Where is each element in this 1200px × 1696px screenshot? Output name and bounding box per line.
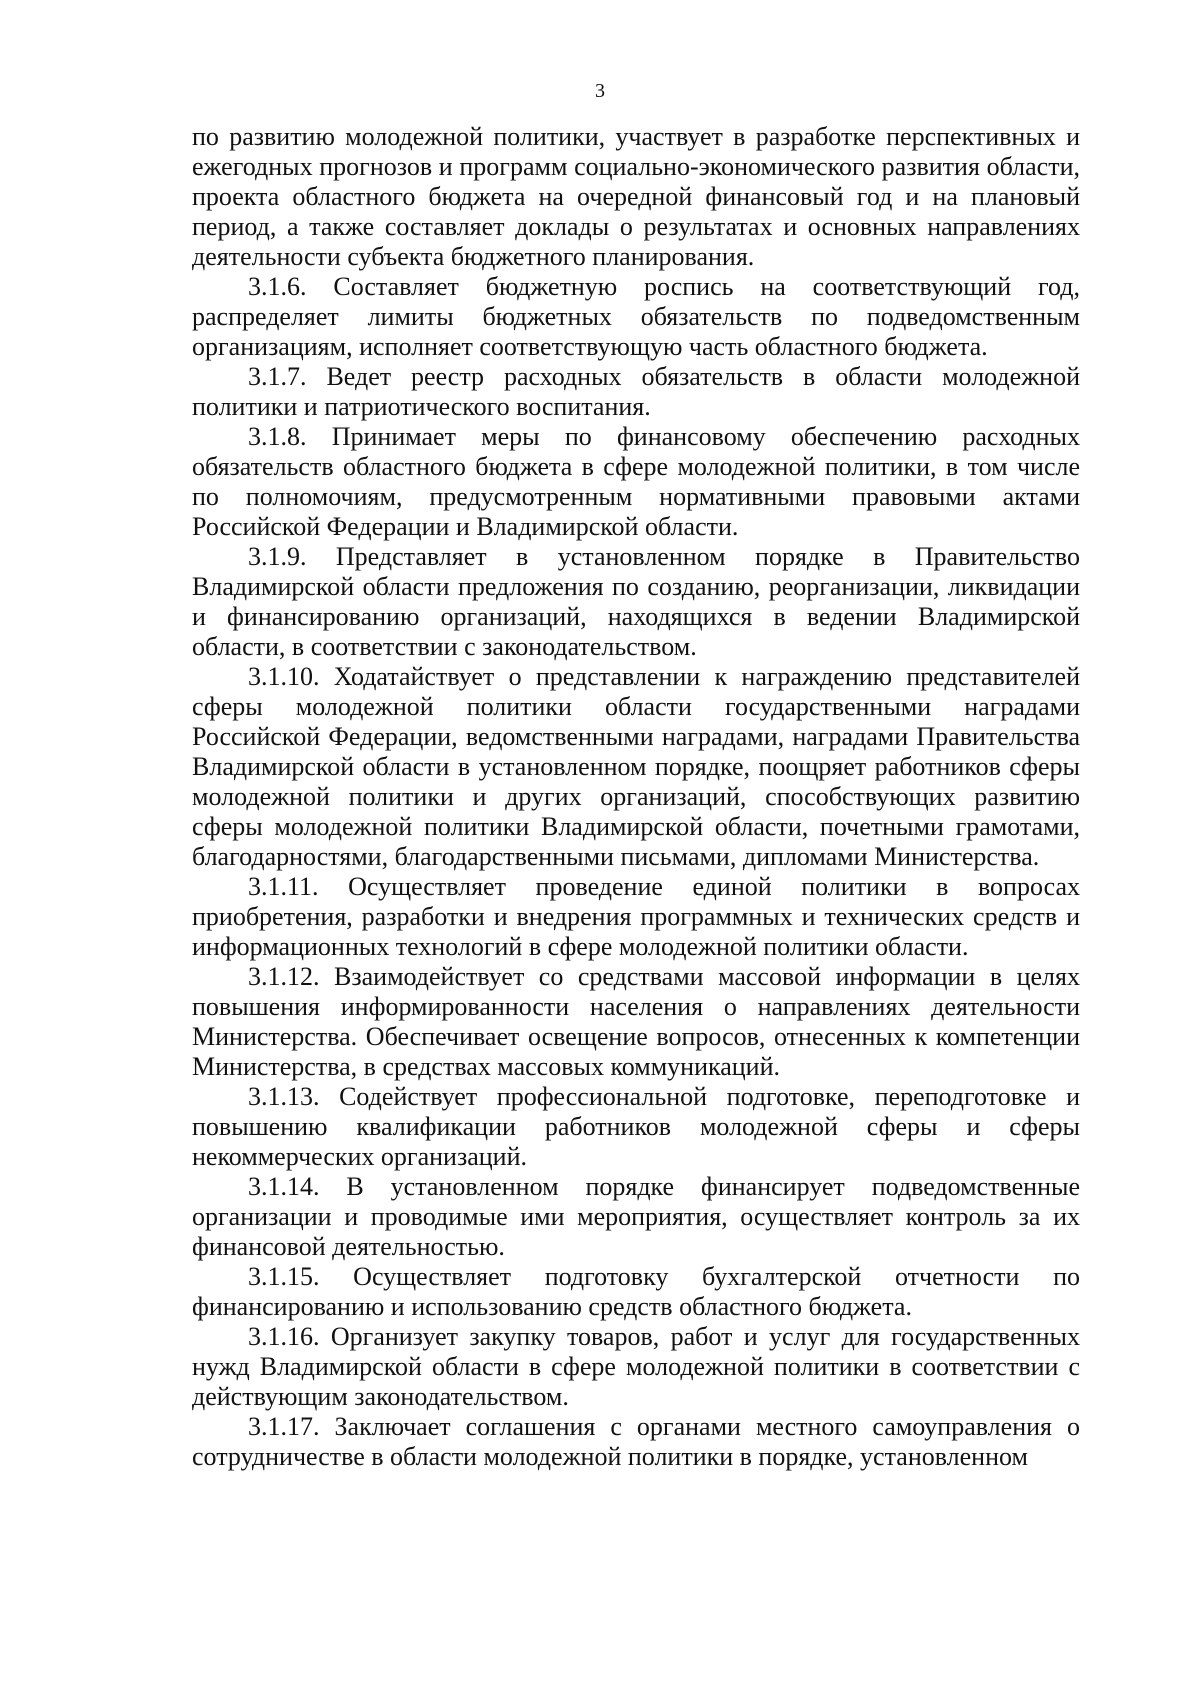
paragraph-3-1-17: 3.1.17. Заключает соглашения с органами местного самоуправления о сотрудничестве в области молодежной политики в порядке, установленном [192,1412,1080,1471]
paragraph-3-1-16: 3.1.16. Организует закупку товаров, работ и услуг для государственных нужд Владимирской области в сфере молодежной политики в соответствии с действующим законодательством. [192,1322,1080,1411]
paragraph-continuation: по развитию молодежной политики, участвует в разработке перспективных и ежегодных прогнозов и программ социально-экономического развития области, проекта областного бюджета на очередной финансовый год и на плановый период, а также составляет доклады о результатах и основных направлениях деятельности субъекта бюджетного планирования. [192,122,1080,271]
paragraph-3-1-15: 3.1.15. Осуществляет подготовку бухгалтерской отчетности по финансированию и использованию средств областного бюджета. [192,1262,1080,1321]
paragraph-3-1-9: 3.1.9. Представляет в установленном порядке в Правительство Владимирской области предложения по созданию, реорганизации, ликвидации и финансированию организаций, находящихся в ведении Владимирской области, в соответствии с законодательством. [192,542,1080,661]
paragraph-3-1-6: 3.1.6. Составляет бюджетную роспись на соответствующий год, распределяет лимиты бюджетных обязательств по подведомственным организациям, исполняет соответствующую часть областного бюджета. [192,272,1080,361]
paragraph-3-1-13: 3.1.13. Содействует профессиональной подготовке, переподготовке и повышению квалификации работников молодежной сферы и сферы некоммерческих организаций. [192,1082,1080,1171]
paragraph-3-1-12: 3.1.12. Взаимодействует со средствами массовой информации в целях повышения информированности населения о направлениях деятельности Министерства. Обеспечивает освещение вопросов, отнесенных к компетенции Министерства, в средствах массовых коммуникаций. [192,962,1080,1081]
paragraph-3-1-8: 3.1.8. Принимает меры по финансовому обеспечению расходных обязательств областного бюджета в сфере молодежной политики, в том числе по полномочиям, предусмотренным нормативными правовыми актами Российской Федерации и Владимирской области. [192,422,1080,541]
paragraph-3-1-10: 3.1.10. Ходатайствует о представлении к награждению представителей сферы молодежной политики области государственными наградами Российской Федерации, ведомственными наградами, наградами Правительства Владимирской области в установленном порядке, поощряет работников сферы молодежной политики и других организаций, способствующих развитию сферы молодежной политики Владимирской области, почетными грамотами, благодарностями, благодарственными письмами, дипломами Министерства. [192,662,1080,871]
paragraph-3-1-14: 3.1.14. В установленном порядке финансирует подведомственные организации и проводимые ими мероприятия, осуществляет контроль за их финансовой деятельностью. [192,1172,1080,1261]
page-number: 3 [595,80,605,102]
paragraph-3-1-11: 3.1.11. Осуществляет проведение единой политики в вопросах приобретения, разработки и внедрения программных и технических средств и информационных технологий в сфере молодежной политики области. [192,872,1080,961]
paragraph-3-1-7: 3.1.7. Ведет реестр расходных обязательств в области молодежной политики и патриотического воспитания. [192,362,1080,421]
document-body [192,122,1080,1472]
